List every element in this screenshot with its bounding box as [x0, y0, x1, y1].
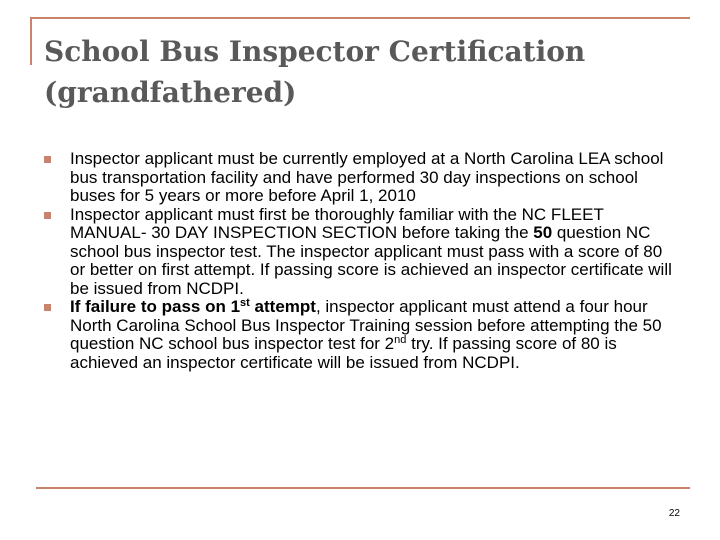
- second-superscript: nd: [394, 334, 407, 346]
- bold-failure-text: If failure to pass on 1: [70, 297, 241, 316]
- bullet-text-mid: , inspector applicant must attend a four hour North Carolina School Bus Inspector Training session before attempting the 50 question NC school bus inspector test for 2: [70, 297, 662, 353]
- square-bullet-icon: [44, 156, 51, 163]
- square-bullet-icon: [44, 304, 51, 311]
- bottom-frame-line: [36, 487, 690, 489]
- bullet-list: [44, 150, 680, 372]
- slide-title: School Bus Inspector Certification (grandfathered): [44, 35, 586, 109]
- bullet-text-before: Inspector applicant must first be thoroughly familiar with the NC FLEET MANUAL- 30 DAY INSPECTION SECTION before taking the: [70, 204, 604, 242]
- bullet-text-after: try. If passing score of 80 is achieved an inspector certificate will be issued from NCDPI.: [70, 334, 617, 372]
- bullet-item-employment: [44, 150, 680, 206]
- first-superscript: st: [240, 297, 250, 309]
- top-frame-line: [30, 17, 690, 19]
- bold-attempt-text: attempt: [249, 297, 316, 316]
- bullet-text: Inspector applicant must be currently employed at a North Carolina LEA school bus transportation facility and have performed 30 day inspections on school buses for 5 years or more before April 1, 2010: [70, 149, 664, 205]
- left-frame-line: [30, 17, 32, 65]
- bold-question-count: 50: [533, 223, 553, 242]
- bullet-item-failure-training: [44, 298, 680, 372]
- square-bullet-icon: [44, 212, 51, 219]
- bullet-text-after: question NC school bus inspector test. The inspector applicant must pass with a score of 80 or better on first attempt. If passing score is achieved an inspector certificate will be issued from NCDPI.: [70, 223, 672, 298]
- bullet-item-manual-test: [44, 206, 680, 299]
- page-number: 22: [668, 508, 680, 519]
